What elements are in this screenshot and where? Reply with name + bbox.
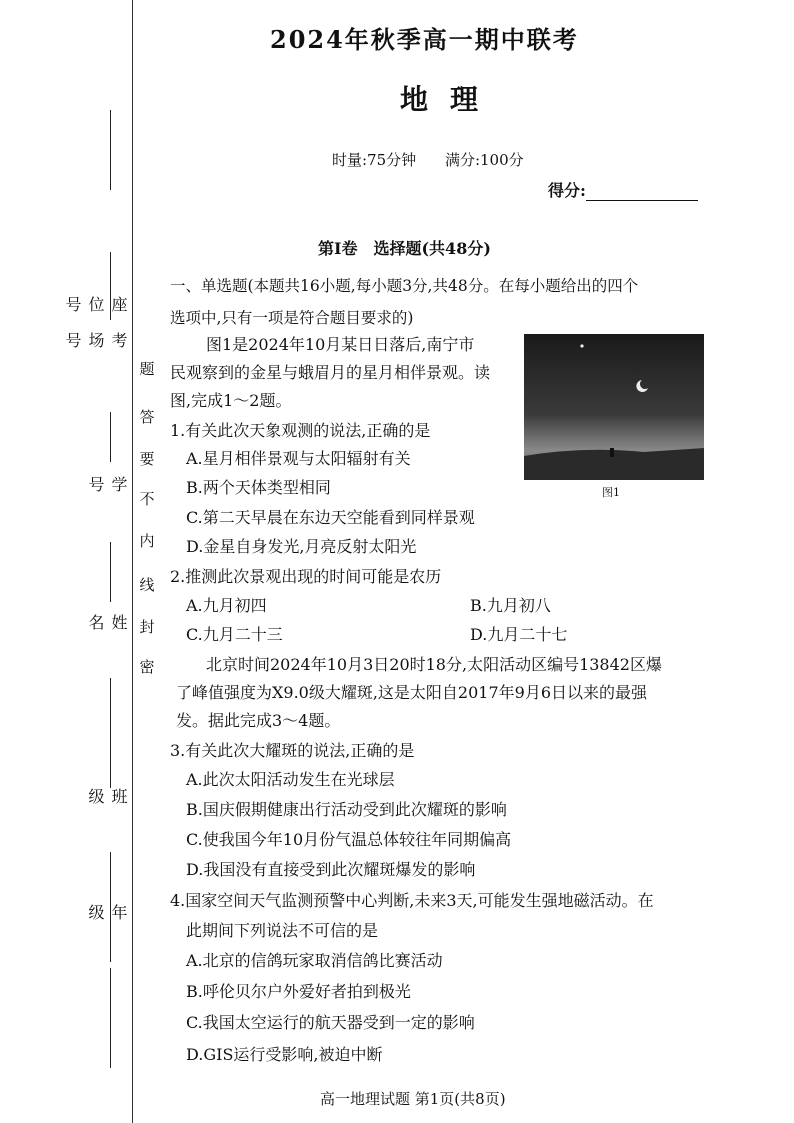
q3-option-d: D.我国没有直接受到此次耀斑爆发的影响 (186, 860, 476, 879)
seat-blank (110, 110, 111, 190)
question-1: 1.有关此次天象观测的说法,正确的是 (170, 421, 431, 440)
q2-option-c: C.九月二十三 (186, 625, 283, 644)
q4-option-c: C.我国太空运行的航天器受到一定的影响 (186, 1013, 475, 1032)
intro-line: 发。据此完成3～4题。 (176, 711, 341, 730)
q1-option-b: B.两个天体类型相同 (186, 478, 331, 497)
exam-title: 2024年秋季高一期中联考 (270, 25, 579, 54)
intro-line: 图,完成1～2题。 (170, 391, 292, 410)
name-blank (110, 678, 111, 788)
intro-line: 图1是2024年10月某日日落后,南宁市 (206, 335, 475, 354)
q1-option-c: C.第二天早晨在东边天空能看到同样景观 (186, 508, 475, 527)
exam-room-blank (110, 252, 111, 320)
seal-char: 密 (139, 658, 155, 676)
question-4-cont: 此期间下列说法不可信的是 (186, 921, 379, 940)
grade-label: 年级 (86, 904, 128, 942)
student-id-blank-2 (110, 542, 111, 602)
seal-char: 要 (139, 450, 155, 468)
instruction-line: 一、单选题(本题共16小题,每小题3分,共48分。在每小题给出的四个 (170, 277, 639, 295)
question-3: 3.有关此次大耀斑的说法,正确的是 (170, 741, 415, 760)
figure-label: 图1 (602, 486, 620, 499)
q3-option-b: B.国庆假期健康出行活动受到此次耀斑的影响 (186, 800, 507, 819)
figure-1-photo (524, 334, 704, 480)
score-blank (586, 182, 698, 201)
question-2: 2.推测此次景观出现的时间可能是农历 (170, 567, 442, 586)
venus-star (580, 344, 583, 347)
class-label: 班级 (86, 788, 128, 826)
q2-option-b: B.九月初八 (470, 596, 551, 615)
exam-room-label: 考场号 (63, 332, 128, 348)
score-label: 得分: (548, 181, 586, 200)
seat-label: 座位号 (63, 296, 128, 312)
section-title: 第Ⅰ卷 选择题(共48分) (318, 239, 491, 258)
binding-line (132, 0, 133, 1123)
q2-option-a: A.九月初四 (186, 596, 267, 615)
q3-option-c: C.使我国今年10月份气温总体较往年同期偏高 (186, 830, 512, 849)
name-label: 姓名 (86, 614, 128, 652)
time-limit: 时量:75分钟 (332, 151, 417, 169)
seal-char: 答 (139, 408, 155, 426)
intro-line: 了峰值强度为X9.0级大耀斑,这是太阳自2017年9月6日以来的最强 (176, 683, 648, 702)
question-4: 4.国家空间天气监测预警中心判断,未来3天,可能发生强地磁活动。在 (170, 891, 654, 910)
full-score: 满分:100分 (444, 151, 524, 169)
seal-char: 线 (139, 576, 155, 594)
q4-option-a: A.北京的信鸽玩家取消信鸽比赛活动 (186, 951, 443, 970)
q1-option-a: A.星月相伴景观与太阳辐射有关 (186, 449, 411, 468)
page-footer: 高一地理试题 第1页(共8页) (320, 1090, 506, 1108)
student-id-blank (110, 412, 111, 462)
intro-line: 北京时间2024年10月3日20时18分,太阳活动区编号13842区爆 (206, 655, 662, 674)
exam-info (332, 149, 548, 170)
seal-char: 封 (139, 618, 155, 636)
instruction-line: 选项中,只有一项是符合题目要求的) (170, 309, 414, 327)
observer (610, 448, 614, 457)
q2-option-d: D.九月二十七 (470, 625, 568, 644)
subject-title: 地理 (400, 83, 501, 116)
student-id-label: 学号 (86, 476, 128, 514)
intro-line: 民观察到的金星与蛾眉月的星月相伴景观。读 (170, 363, 491, 382)
seal-char: 不 (139, 490, 155, 508)
seal-char: 题 (139, 360, 155, 378)
grade-blank (110, 968, 111, 1068)
score-box (548, 178, 698, 201)
q3-option-a: A.此次太阳活动发生在光球层 (186, 770, 395, 789)
q1-option-d: D.金星自身发光,月亮反射太阳光 (186, 537, 417, 556)
q4-option-d: D.GIS运行受影响,被迫中断 (186, 1045, 383, 1064)
seal-char: 内 (139, 532, 155, 550)
q4-option-b: B.呼伦贝尔户外爱好者拍到极光 (186, 982, 411, 1001)
